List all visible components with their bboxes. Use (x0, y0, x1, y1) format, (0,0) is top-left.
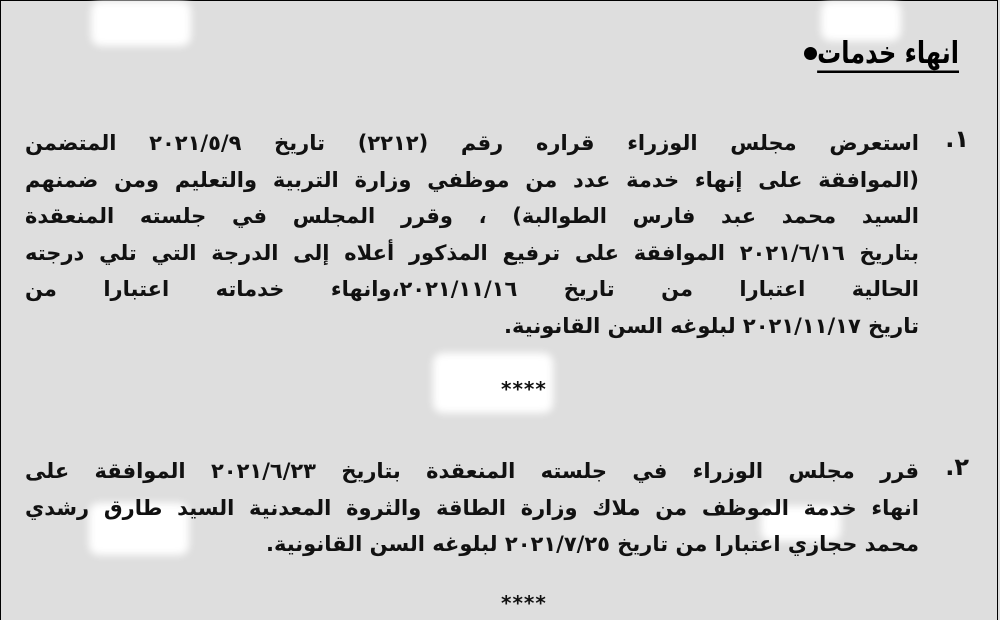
item-line: قرر مجلس الوزراء في جلسته المنعقدة بتاريخ ٢٠٢١/٦/٢٣ الموافقة على (25, 459, 919, 483)
item-line: استعرض مجلس الوزراء قراره رقم (٢٢١٢) تاريخ ٢٠٢١/٥/٩ المتضمن (25, 131, 919, 155)
decision-item-1 (25, 125, 969, 344)
item-line: (الموافقة على إنهاء خدمة عدد من موظفي وزارة التربية والتعليم ومن ضمنهم (25, 167, 919, 192)
item-line: السيد محمد عبد فارس الطوالبة) ، وقرر المجلس في جلسته المنعقدة (25, 204, 919, 228)
bullet-icon (804, 47, 817, 60)
whiteout-patch (91, 1, 191, 46)
item-body (25, 453, 919, 563)
decision-item-2 (25, 453, 969, 563)
separator-stars: **** (501, 377, 547, 401)
item-line: انهاء خدمة الموظف من ملاك وزارة الطاقة والثروة المعدنية السيد طارق رشدي (25, 495, 919, 520)
section-heading (790, 35, 959, 71)
separator-stars: **** (501, 591, 547, 615)
item-line: بتاريخ ٢٠٢١/٦/١٦ الموافقة على ترفيع المذكور أعلاه إلى الدرجة التي تلي درجته (25, 240, 919, 265)
item-body (25, 125, 919, 344)
item-number: ٢. (945, 453, 969, 481)
item-line: تاريخ ٢٠٢١/١١/١٧ لبلوغه السن القانونية. (504, 313, 919, 338)
heading-text: انهاء خدمات (817, 35, 959, 71)
item-line: الحالية اعتبارا من تاريخ ٢٠٢١/١١/١٦،وانهاء خدماته اعتبارا من (25, 277, 919, 301)
item-number: ١. (945, 125, 969, 153)
item-line: محمد حجازي اعتبارا من تاريخ ٢٠٢١/٧/٢٥ لبلوغه السن القانونية. (266, 532, 919, 556)
